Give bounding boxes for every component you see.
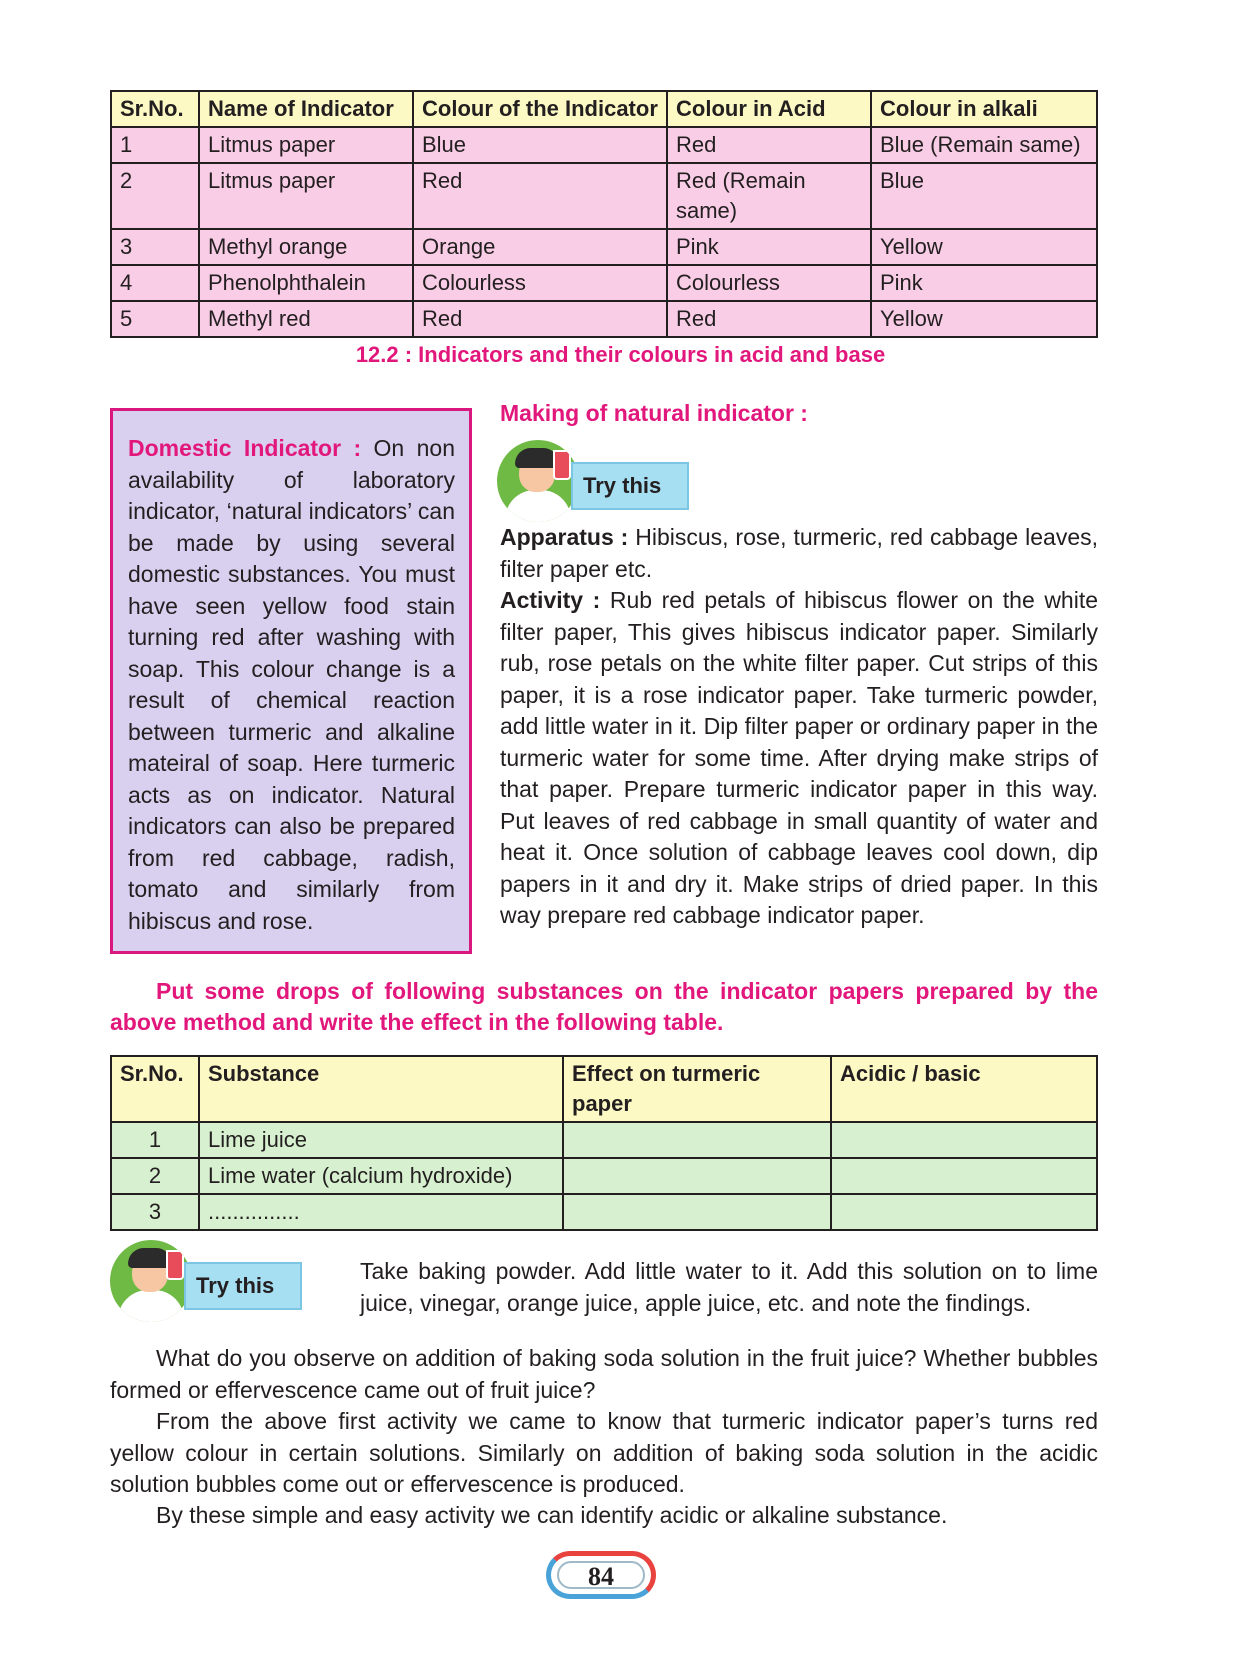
table-cell (831, 1194, 1097, 1230)
table-cell: Red (667, 301, 871, 337)
table-header: Colour of the Indicator (413, 91, 667, 127)
table-caption: 12.2 : Indicators and their colours in acid and base (355, 342, 886, 367)
table-cell: Methyl red (199, 301, 413, 337)
table-row (111, 1194, 1097, 1230)
table-cell: Red (667, 127, 871, 163)
table-row (111, 301, 1097, 337)
table-cell: 1 (111, 127, 199, 163)
table-cell: 5 (111, 301, 199, 337)
apparatus-label: Apparatus : (500, 524, 629, 550)
table-cell: Lime water (calcium hydroxide) (199, 1158, 563, 1194)
domestic-title: Domestic Indicator : (128, 435, 362, 461)
table-cell: ............... (199, 1194, 563, 1230)
activity-paragraph (500, 585, 1098, 932)
table-cell: 2 (111, 163, 199, 229)
table-header: Name of Indicator (199, 91, 413, 127)
paragraph: From the above first activity we came to know that turmeric indicator paper’s turns red yellow colour in certain solutions. Similarly on addition of baking soda solution in the acidic solution bubbles come out or effervescence is produced. (110, 1408, 1098, 1497)
table-cell (831, 1122, 1097, 1158)
table-header: Sr.No. (111, 1056, 199, 1122)
table-cell: Methyl orange (199, 229, 413, 265)
table-header: Colour in Acid (667, 91, 871, 127)
table-cell: Orange (413, 229, 667, 265)
table-cell: Red (413, 163, 667, 229)
table-cell: Red (413, 301, 667, 337)
table-cell: Red (Remain same) (667, 163, 871, 229)
activity-text: Rub red petals of hibiscus flower on the white filter paper, This gives hibiscus indicator paper. Similarly rub, rose petals on the white filter paper. Cut strips of this paper, it is a rose indicator paper. Take turmeric powder, add little water in it. Dip filter paper or ordinary paper in the turmeric water for some time. After drying make strips of that paper. Prepare turmeric indicator paper in this way. Put leaves of red cabbage in small quantity of water and heat it. Once solution of cabbage leaves cool down, dip papers in it and dry it. Make strips of dried paper. In this way prepare red cabbage indicator paper. (500, 587, 1099, 928)
table-row (111, 265, 1097, 301)
table-cell: 3 (111, 229, 199, 265)
table-cell: Yellow (871, 301, 1097, 337)
table-cell: Litmus paper (199, 127, 413, 163)
table-header-row (111, 1056, 1097, 1122)
instruction-text (110, 976, 1098, 1038)
table-cell: Colourless (667, 265, 871, 301)
table-cell: 1 (111, 1122, 199, 1158)
table-cell: Colourless (413, 265, 667, 301)
table-cell: Litmus paper (199, 163, 413, 229)
activity-label: Activity : (500, 587, 601, 613)
instruction-body: Put some drops of following substances on the indicator papers prepared by the above method and write the effect in the following table. (110, 978, 1098, 1035)
table-header-row (111, 91, 1097, 127)
table-row (111, 229, 1097, 265)
table-cell (831, 1158, 1097, 1194)
table-row (111, 163, 1097, 229)
table-cell (563, 1194, 831, 1230)
natural-indicator-heading: Making of natural indicator : (500, 400, 808, 426)
table-cell: Yellow (871, 229, 1097, 265)
table-header: Colour in alkali (871, 91, 1097, 127)
substance-table (110, 1055, 1098, 1231)
table-cell: Pink (667, 229, 871, 265)
table-cell: Blue (413, 127, 667, 163)
table-cell: Phenolphthalein (199, 265, 413, 301)
domestic-indicator-box (110, 408, 472, 954)
indicator-table (110, 90, 1098, 338)
table-header: Effect on turmeric paper (563, 1056, 831, 1122)
try-this-label: Try this (184, 1262, 302, 1310)
table-cell: Pink (871, 265, 1097, 301)
apparatus-text: Hibiscus, rose, turmeric, red cabbage leaves, filter paper etc. (500, 524, 1098, 582)
paragraph: By these simple and easy activity we can identify acidic or alkaline substance. (156, 1502, 948, 1528)
table-row (111, 1122, 1097, 1158)
table-row (111, 1158, 1097, 1194)
table-cell: 3 (111, 1194, 199, 1230)
table-cell: 2 (111, 1158, 199, 1194)
domestic-text: On non availability of laboratory indicator, ‘natural indicators’ can be made by using several domestic substances. You must have seen yellow food stain turning red after washing with soap. This colour change is a result of chemical reaction between turmeric and alkaline mateiral of soap. Here turmeric acts as on indicator. Natural indicators can also be prepared from red cabbage, radish, tomato and similarly from hibiscus and rose. (128, 435, 455, 934)
table-cell: Lime juice (199, 1122, 563, 1158)
table-header: Substance (199, 1056, 563, 1122)
try-this-badge-2 (110, 1240, 310, 1326)
scientist-icon (497, 440, 579, 522)
apparatus-paragraph (500, 522, 1098, 585)
table-cell: 4 (111, 265, 199, 301)
table-row (111, 127, 1097, 163)
table-header: Acidic / basic (831, 1056, 1097, 1122)
table-cell: Blue (871, 163, 1097, 229)
try-this-text: Take baking powder. Add little water to it. Add this solution on to lime juice, vinegar, orange juice, apple juice, etc. and note the findings. (360, 1258, 1098, 1316)
table-cell: Blue (Remain same) (871, 127, 1097, 163)
scientist-icon (110, 1240, 192, 1322)
page-number: 84 (588, 1562, 614, 1591)
table-cell (563, 1158, 831, 1194)
table-header: Sr.No. (111, 91, 199, 127)
try-this-label: Try this (571, 462, 689, 510)
table-cell (563, 1122, 831, 1158)
page-number-badge (546, 1551, 656, 1599)
try-this-badge (497, 440, 697, 526)
paragraph: What do you observe on addition of baking soda solution in the fruit juice? Whether bubbles formed or effervescence came out of fruit juice? (110, 1345, 1098, 1403)
